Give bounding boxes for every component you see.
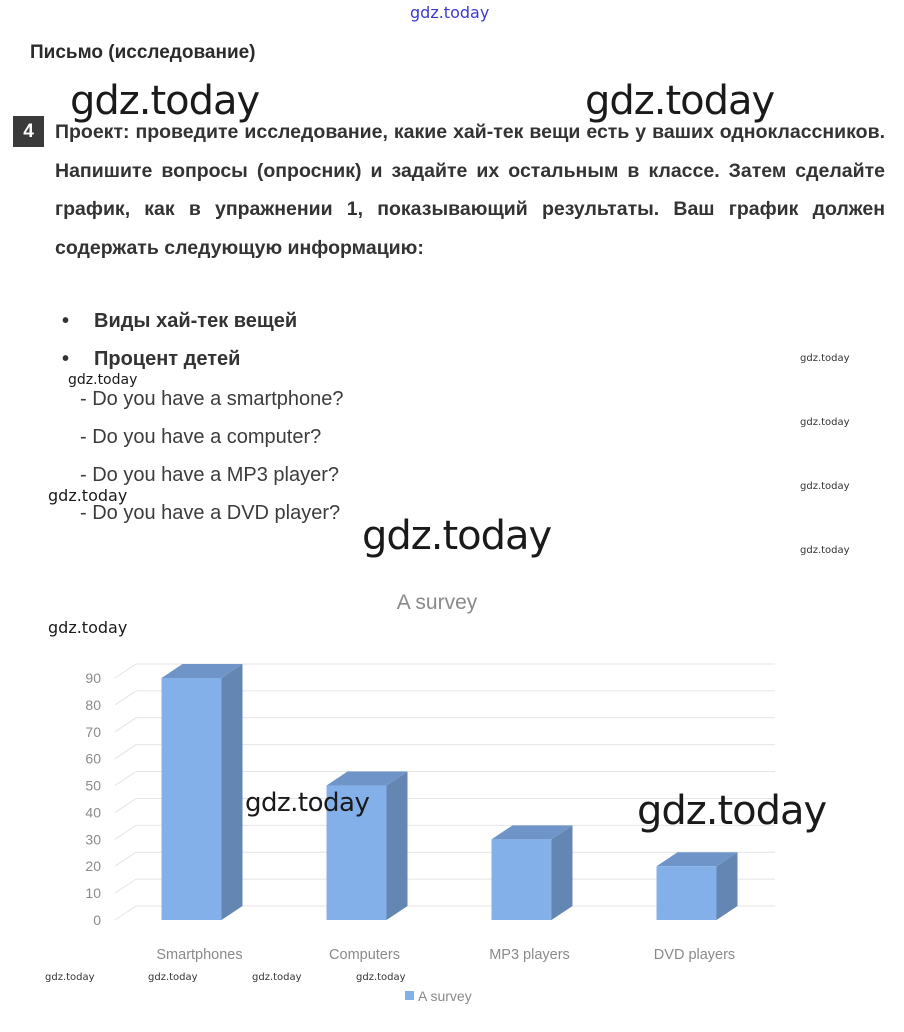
watermark-1: gdz.today bbox=[70, 78, 260, 124]
y-tick-label: 50 bbox=[85, 777, 101, 794]
watermark-15: gdz.today bbox=[252, 972, 302, 983]
watermark-14: gdz.today bbox=[148, 972, 198, 983]
y-tick-label: 80 bbox=[85, 696, 101, 713]
task-text: Проект: проведите исследование, какие хай-тек вещи есть у ваших одноклассников. Напишите вопросы (опросник) и задайте их остальным в классе. Затем сделайте график, как в упражнении 1, показывающий результаты. Ваш график должен содержать следующую информацию: bbox=[55, 121, 885, 259]
watermark-9: gdz.today bbox=[362, 513, 552, 559]
y-tick-label: 90 bbox=[85, 670, 101, 686]
grid-line-depth bbox=[115, 718, 136, 732]
bar-side bbox=[222, 664, 243, 920]
question-3: - Do you have a MP3 player? bbox=[80, 464, 340, 486]
grid-line-depth bbox=[115, 852, 136, 866]
chart-title: A survey bbox=[396, 591, 478, 614]
bullet-text: Процент детей bbox=[94, 348, 241, 370]
question-4: - Do you have a DVD player? bbox=[80, 502, 341, 524]
grid-line-depth bbox=[115, 879, 136, 893]
bar-side bbox=[552, 825, 573, 920]
watermark-8: gdz.today bbox=[48, 486, 128, 505]
y-tick-label: 70 bbox=[85, 723, 101, 740]
watermark-13: gdz.today bbox=[45, 972, 95, 983]
y-tick-label: 60 bbox=[85, 750, 101, 767]
task-number: 4 bbox=[13, 116, 44, 147]
x-tick-label: DVD players bbox=[653, 947, 736, 963]
grid-line-depth bbox=[115, 798, 136, 812]
watermark-12: gdz.today bbox=[637, 788, 827, 834]
x-tick-label: Smartphones bbox=[156, 947, 243, 963]
x-tick-label: Computers bbox=[329, 947, 400, 963]
y-tick-label: 40 bbox=[85, 804, 101, 821]
grid-line-depth bbox=[115, 664, 136, 678]
grid-line-depth bbox=[115, 906, 136, 920]
watermark-10: gdz.today bbox=[48, 618, 128, 637]
x-tick-label: MP3 players bbox=[489, 947, 570, 963]
watermark-6: gdz.today bbox=[800, 545, 850, 556]
bar-side bbox=[387, 772, 408, 920]
y-tick-label: 30 bbox=[85, 831, 101, 848]
watermark-5: gdz.today bbox=[800, 481, 850, 492]
bullet-icon: • bbox=[62, 310, 70, 332]
bar bbox=[162, 678, 222, 920]
bullet-item bbox=[62, 348, 240, 371]
bullet-item bbox=[62, 310, 297, 333]
question-2: - Do you have a computer? bbox=[80, 426, 322, 448]
section-title: Письмо (исследование) bbox=[30, 42, 256, 63]
watermark-2: gdz.today bbox=[585, 78, 775, 124]
watermark-11: gdz.today bbox=[245, 788, 370, 818]
y-tick-label: 20 bbox=[85, 858, 101, 875]
grid-line-depth bbox=[115, 825, 136, 839]
bullet-text: Виды хай-тек вещей bbox=[94, 310, 298, 332]
bullet-icon: • bbox=[62, 348, 70, 370]
grid-line-depth bbox=[115, 772, 136, 786]
bar bbox=[657, 866, 717, 920]
grid-line-depth bbox=[115, 745, 136, 759]
question-1: - Do you have a smartphone? bbox=[80, 388, 344, 410]
legend-label: A survey bbox=[418, 988, 472, 1004]
watermark-7: gdz.today bbox=[68, 372, 138, 388]
y-tick-label: 10 bbox=[85, 885, 101, 902]
watermark-16: gdz.today bbox=[356, 972, 406, 983]
watermark-4: gdz.today bbox=[800, 417, 850, 428]
y-tick-label: 0 bbox=[93, 912, 101, 928]
bar bbox=[492, 839, 552, 920]
grid-line-depth bbox=[115, 691, 136, 705]
legend-swatch bbox=[405, 991, 414, 1000]
watermark-3: gdz.today bbox=[800, 353, 850, 364]
watermark-top: gdz.today bbox=[410, 3, 490, 22]
